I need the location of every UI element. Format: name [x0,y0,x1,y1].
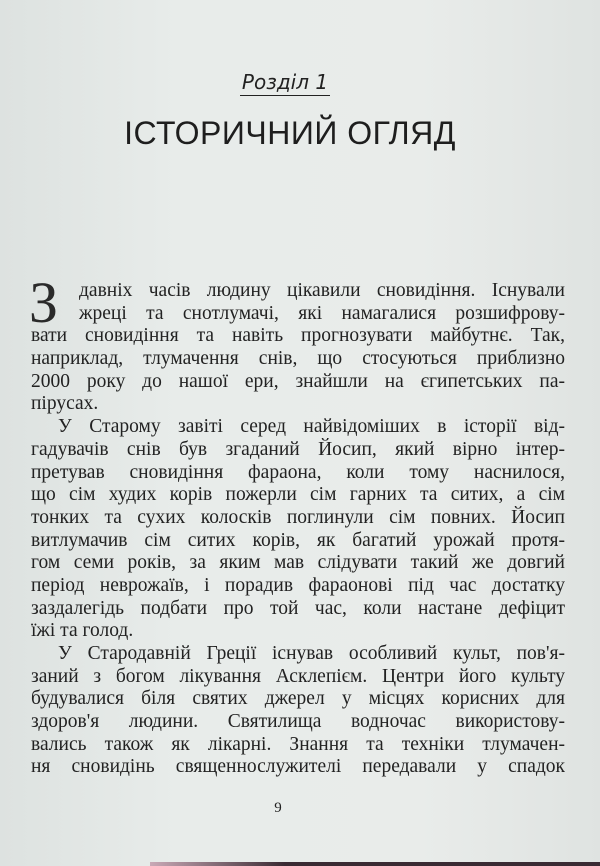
text-line: гадувачів снів був згаданий Йосип, який вірно інтер- [31,438,565,460]
text-line: вати сновидіння та навіть прогнозувати майбутнє. Так, [31,325,565,347]
text-line: ня сновидінь священнослужителі передавали у спадок [31,756,565,778]
text-line: їжі та голод. [31,620,134,642]
text-line: претував сновидіння фараона, коли тому наснилося, [31,461,565,483]
text-line: наприклад, тлумачення снів, що стосуються приблизно [31,348,565,370]
text-line: У Стародавній Греції існував особливий культ, пов'я- [58,643,565,664]
text-line: заний з богом лікування Асклепієм. Центри його культу [31,665,565,687]
drop-cap: З [29,270,59,335]
page-number: 9 [274,800,282,816]
text-line: здоров'я людини. Святилища водночас використову- [31,711,565,733]
chapter-label-text: Розділ 1 [241,70,329,94]
body-text [29,270,565,779]
text-line: гом семи років, за яким мав слідувати такий же довгий [31,552,565,574]
text-line: вались також як лікарні. Знання та техніки тлумачен- [31,733,565,755]
text-line: давніх часів людину цікавили сновидіння. Існували [79,280,565,301]
text-line: жреці та снотлумачі, які намагалися розшифрову- [79,302,565,324]
chapter-title: ІСТОРИЧНИЙ ОГЛЯД [124,115,456,151]
text-line: 2000 року до нашої ери, знайшли на єгипетських па- [31,370,565,392]
text-line: витлумачив сім ситих корів, як багатий урожай протя- [31,529,565,551]
text-line: період неврожаїв, і порадив фараонові під час достатку [31,574,565,596]
text-line: будувалися біля святих джерел у місцях корисних для [31,688,565,710]
text-line: що сім худих корів пожерли сім гарних та ситих, а сім [31,484,565,506]
text-line: заздалегідь подбати про той час, коли настане дефіцит [31,597,565,619]
text-line: пірусах. [31,393,99,415]
page-edge-shadow [150,862,600,866]
text-line: тонких та сухих колосків поглинули сім повних. Йосип [31,506,565,528]
text-line: У Старому завіті серед найвідоміших в історії від- [58,416,565,438]
chapter-label [0,70,570,94]
